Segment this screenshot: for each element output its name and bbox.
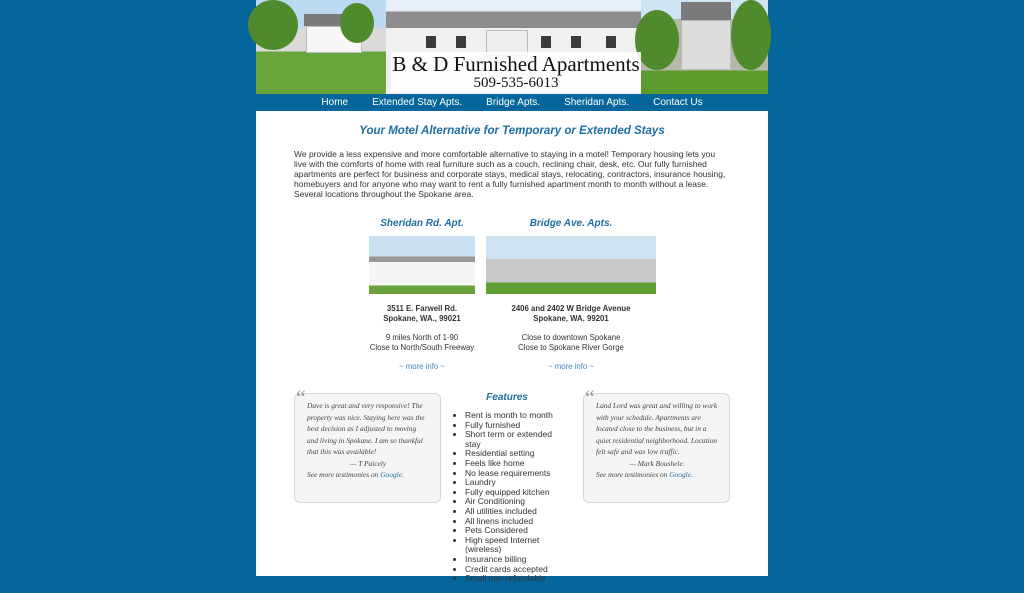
- testimonial-card: [583, 385, 730, 503]
- feature-item: • High speed Internet (wireless): [465, 536, 559, 555]
- feature-item: • Air Conditioning: [465, 497, 559, 507]
- testimonial-text: Land Lord was great and willing to work with your schedule. Apartments are located close to the business, but in a quiet residential neighborhood. Location felt safe and was low traffic.: [596, 401, 718, 457]
- lower-section: [294, 385, 730, 593]
- testimonial-author: — T Paicely: [349, 458, 387, 468]
- feature-item: • Residential setting: [465, 449, 559, 459]
- feature-item: • Small non-refundable: [465, 574, 559, 584]
- header-banner: [256, 0, 768, 94]
- logo-title: B & D Furnished Apartments: [392, 52, 640, 76]
- feature-item: • Laundry: [465, 478, 559, 488]
- testimonial-more-label: See more testimonies on: [596, 470, 670, 480]
- property-list: [294, 219, 730, 371]
- quote-icon: “: [585, 385, 595, 411]
- features-items: [455, 411, 559, 584]
- feature-item: • All utilities included: [465, 507, 559, 517]
- property-title[interactable]: Sheridan Rd. Apt.: [380, 218, 464, 229]
- quote-icon: “: [296, 385, 306, 411]
- nav-home[interactable]: Home: [321, 97, 349, 108]
- property-address: 2406 and 2402 W Bridge Avenue Spokane, WA. 99201: [511, 304, 631, 323]
- intro-text: We provide a less expensive and more comfortable alternative to staying in a motel! Temporary housing lets you live with the comforts of home with real furniture such as a couch, reclining chair, desk, etc. Our fully furnished apartments are perfect for business and corporate stays, medical stays, relocating, contractors, insurance housing, homebuyers and for anyone who may want to rent a fully furnished apartment month to month without a lease. Several locations throughout the Spokane area.: [294, 149, 726, 199]
- google-link[interactable]: Google.: [669, 470, 693, 480]
- feature-item: • Credit cards accepted: [465, 565, 559, 575]
- logo-phone: 509-535-6013: [473, 75, 559, 91]
- banner-photo-house-left: [256, 0, 386, 94]
- feature-item: • No lease requirements: [465, 469, 559, 479]
- feature-item: • Insurance billing: [465, 555, 559, 565]
- testimonial-author: — Mark Boushele.: [629, 458, 685, 468]
- testimonial-card: [294, 385, 441, 503]
- feature-item: • Fully furnished: [465, 421, 559, 431]
- feature-item: • All linens included: [465, 517, 559, 527]
- property-title[interactable]: Bridge Ave. Apts.: [529, 218, 613, 229]
- property-distance: 9 miles North of 1-90 Close to North/South Freeway: [369, 333, 475, 352]
- property-photo[interactable]: [486, 236, 656, 294]
- features-heading: Features: [486, 392, 528, 404]
- feature-item: • Short term or extended stay: [465, 430, 559, 449]
- property-distance: Close to downtown Spokane Close to Spokane River Gorge: [518, 333, 624, 352]
- nav-contact[interactable]: Contact Us: [653, 97, 703, 108]
- property-sheridan: [364, 219, 480, 371]
- property-bridge: [482, 219, 660, 371]
- features-list: [455, 393, 559, 583]
- page-heading: Your Motel Alternative for Temporary or Extended Stays: [359, 125, 665, 137]
- nav-bridge[interactable]: Bridge Apts.: [486, 97, 541, 108]
- more-info-link[interactable]: ~ more info ~: [399, 362, 445, 372]
- property-photo[interactable]: [369, 236, 475, 294]
- nav-sheridan[interactable]: Sheridan Apts.: [564, 97, 630, 108]
- main-content: [256, 125, 768, 593]
- testimonial-text: Dave is great and very responsive! The property was nice. Staying here was the best decision as I adjusted to moving and living in Spokane. I am so thankful that this was available!: [307, 401, 425, 457]
- more-info-link[interactable]: ~ more info ~: [548, 362, 594, 372]
- property-address: 3511 E. Farwell Rd. Spokane, WA., 99021: [383, 304, 461, 323]
- feature-item: • Feels like home: [465, 459, 559, 469]
- main-nav: [256, 94, 768, 111]
- feature-item: • Fully equipped kitchen: [465, 488, 559, 498]
- page: [256, 0, 768, 584]
- testimonial-more-label: See more testimonies on: [307, 470, 381, 480]
- banner-photo-house-right: [641, 0, 768, 94]
- feature-item: • Rent is month to month: [465, 411, 559, 421]
- nav-extended-stay[interactable]: Extended Stay Apts.: [372, 97, 463, 108]
- site-logo[interactable]: [391, 52, 641, 92]
- google-link[interactable]: Google.: [380, 470, 404, 480]
- feature-item: • Pets Considered: [465, 526, 559, 536]
